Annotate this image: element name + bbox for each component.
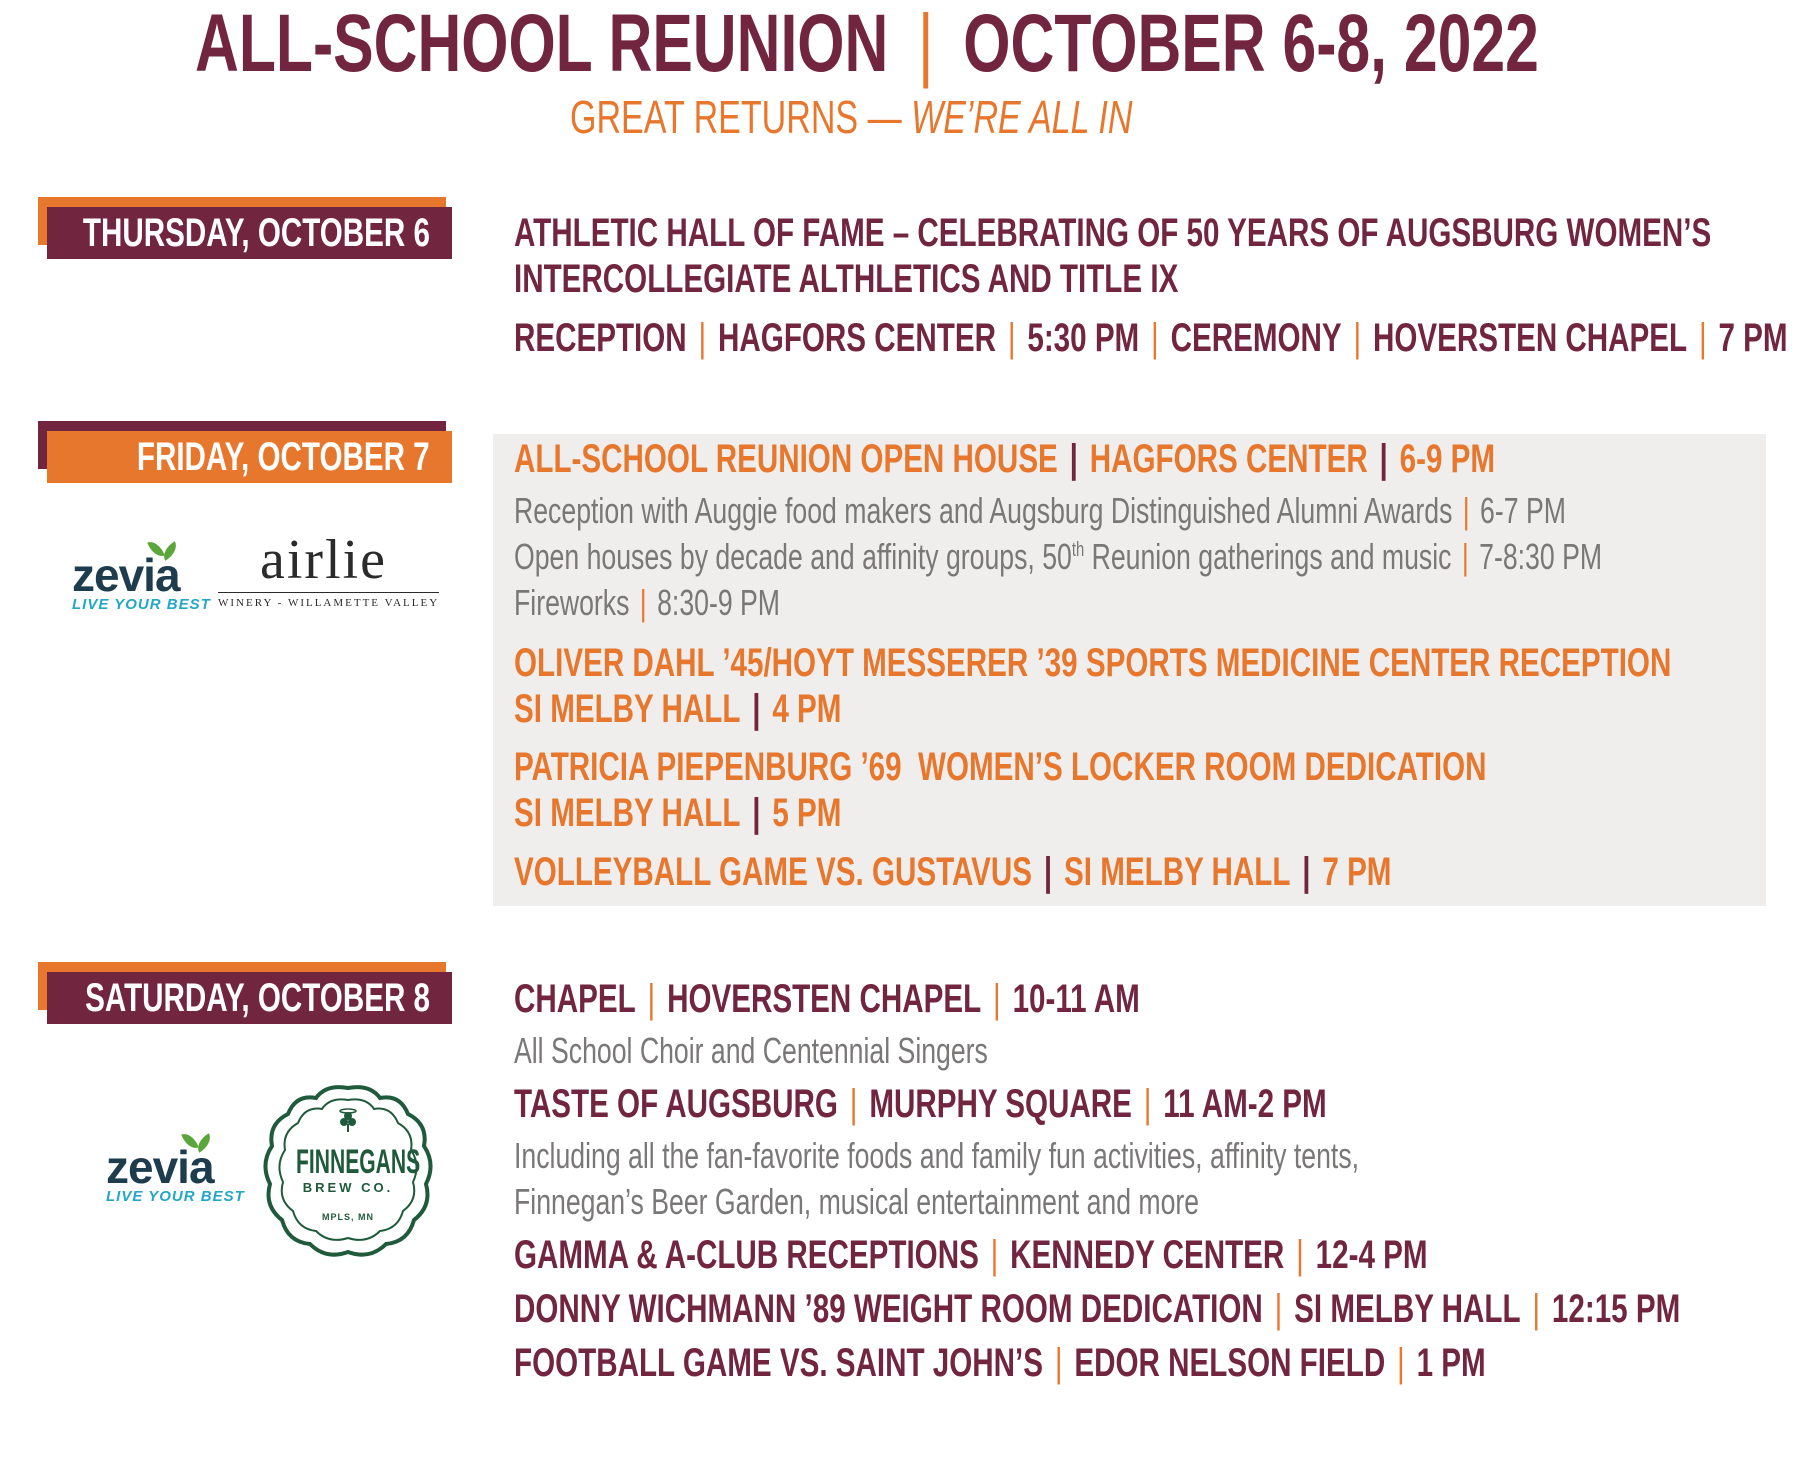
zevia-logo: zevia LIVE YOUR BEST (72, 540, 202, 610)
event-patricia: PATRICIA PIEPENBURG ’69 WOMEN’S LOCKER ROOM DEDICATION (514, 745, 1487, 789)
event-sub-fireworks: Fireworks | 8:30-9 PM (514, 582, 780, 623)
event-sub-reception: Reception with Auggie food makers and Augsburg Distinguished Alumni Awards | 6-7 PM (514, 490, 1566, 531)
zevia-logo: zevia LIVE YOUR BEST (106, 1132, 236, 1202)
event-oliver-dahl: OLIVER DAHL ’45/HOYT MESSERER ’39 SPORTS MEDICINE CENTER RECEPTION (514, 641, 1672, 685)
day-tab-thursday: THURSDAY, OCTOBER 6 (38, 197, 452, 257)
event-patricia-location: SI MELBY HALL | 5 PM (514, 791, 842, 835)
event-volleyball: VOLLEYBALL GAME VS. GUSTAVUS | SI MELBY HALL | 7 PM (514, 850, 1392, 894)
finnegans-logo: FINNEGANS BREW CO. MPLS, MN (258, 1080, 438, 1260)
event-gamma: GAMMA & A-CLUB RECEPTIONS | KENNEDY CENTER | 12-4 PM (514, 1233, 1428, 1277)
event-sub-open-houses: Open houses by decade and affinity groups, 50th Reunion gatherings and music | 7-8:30 PM (514, 536, 1603, 577)
page-title: ALL-SCHOOL REUNION | OCTOBER 6-8, 2022 (195, 0, 1539, 89)
event-donny: DONNY WICHMANN ’89 WEIGHT ROOM DEDICATION | SI MELBY HALL | 12:15 PM (514, 1287, 1681, 1331)
event-football: FOOTBALL GAME VS. SAINT JOHN’S | EDOR NELSON FIELD | 1 PM (514, 1341, 1486, 1385)
event-title-line1: ATHLETIC HALL OF FAME – CELEBRATING OF 50 YEARS OF AUGSBURG WOMEN’S (514, 211, 1712, 255)
page-subtitle: GREAT RETURNS — WE’RE ALL IN (570, 91, 1133, 143)
event-oliver-dahl-location: SI MELBY HALL | 4 PM (514, 687, 842, 731)
event-details: RECEPTION | HAGFORS CENTER | 5:30 PM | CEREMONY | HOVERSTEN CHAPEL | 7 PM (514, 316, 1788, 360)
event-open-house: ALL-SCHOOL REUNION OPEN HOUSE | HAGFORS CENTER | 6-9 PM (514, 437, 1496, 481)
event-taste-sub-2: Finnegan’s Beer Garden, musical entertainment and more (514, 1181, 1200, 1222)
day-tab-saturday: SATURDAY, OCTOBER 8 (38, 962, 452, 1022)
day-tab-friday: FRIDAY, OCTOBER 7 (38, 421, 452, 481)
event-taste: TASTE OF AUGSBURG | MURPHY SQUARE | 11 AM-2 PM (514, 1082, 1327, 1126)
event-chapel: CHAPEL | HOVERSTEN CHAPEL | 10-11 AM (514, 977, 1140, 1021)
event-chapel-sub: All School Choir and Centennial Singers (514, 1030, 988, 1071)
airlie-logo: airlie WINERY - WILLAMETTE VALLEY (218, 529, 440, 609)
event-title-line2: INTERCOLLEGIATE ALTHLETICS AND TITLE IX (514, 257, 1179, 301)
event-taste-sub-1: Including all the fan-favorite foods and family fun activities, affinity tents, (514, 1135, 1360, 1176)
